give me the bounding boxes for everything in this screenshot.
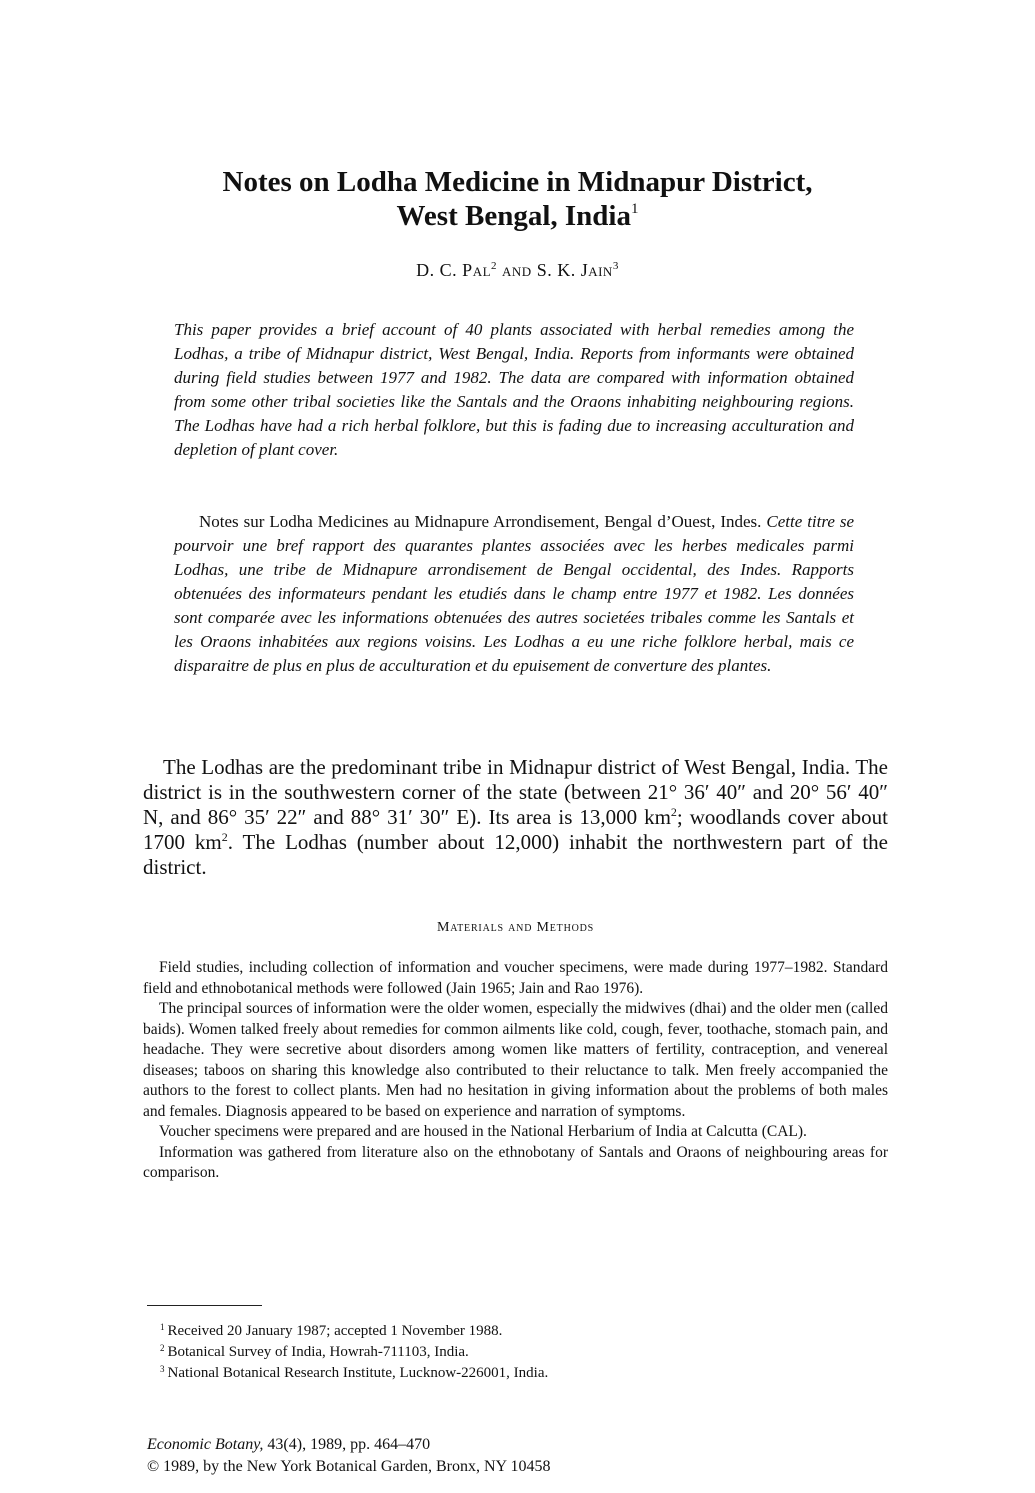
intro-superscript-2: 2 <box>221 830 228 844</box>
author-line <box>100 260 935 281</box>
methods-body <box>143 958 888 1184</box>
footnote-marker: 3 <box>160 1364 165 1374</box>
footnotes <box>160 1321 860 1384</box>
title-line-2 <box>100 199 935 233</box>
methods-paragraph: Field studies, including collection of information and voucher specimens, were made during 1977–1982. Standard field and ethnobotanical methods were followed (Jain 1965; Jain and Rao 1976). <box>143 959 888 997</box>
footnote <box>160 1363 860 1384</box>
footnote-text: Botanical Survey of India, Howrah-711103, India. <box>167 1344 469 1360</box>
title-line-2-text: West Bengal, India <box>396 200 631 232</box>
title-line-1: Notes on Lodha Medicine in Midnapur District, <box>222 166 813 198</box>
abstract-french <box>174 510 854 678</box>
footnote-marker: 1 <box>160 1322 165 1332</box>
abstract-english: This paper provides a brief account of 40 plants associated with herbal remedies among the Lodhas, a tribe of Midnapur district, West Bengal, India. Reports from informants were obtained during field studies between 1977 and 1982. The data are compared with information obtained from some other tribal societies like the Santals and the Oraons inhabiting neighbouring regions. The Lodhas have had a rich herbal folklore, but this is fading due to increasing acculturation and depletion of plant cover. <box>174 320 854 459</box>
footnote-marker: 2 <box>160 1343 165 1353</box>
footnote-text: Received 20 January 1987; accepted 1 November 1988. <box>167 1323 503 1339</box>
author-conjunction: and <box>502 260 532 280</box>
section-heading-materials-methods <box>143 920 888 936</box>
intro-superscript-1: 2 <box>670 805 677 819</box>
copyright-line: © 1989, by the New York Botanical Garden, Bronx, NY 10458 <box>147 1458 551 1475</box>
author-2: S. K. Jain <box>536 260 613 280</box>
intro-paragraph <box>143 755 888 880</box>
section-heading-text: Materials and Methods <box>436 920 595 935</box>
paper-title <box>100 165 935 233</box>
author-1: D. C. Pal <box>416 260 492 280</box>
journal-citation <box>147 1434 847 1478</box>
citation-details: 43(4), 1989, pp. 464–470 <box>267 1436 431 1453</box>
author-2-marker: 3 <box>612 260 619 272</box>
footnote-divider <box>147 1305 262 1306</box>
footnote-text: National Botanical Research Institute, Lucknow-226001, India. <box>167 1365 549 1381</box>
methods-paragraph: Information was gathered from literature also on the ethnobotany of Santals and Oraons of neighbouring areas for comparison. <box>143 1143 888 1181</box>
intro-part-2: ; woodlands cover about 1700 km <box>143 805 888 854</box>
journal-name: Economic Botany, <box>147 1436 264 1453</box>
intro-part-1: The Lodhas are the predominant tribe in Midnapur district of West Bengal, India. The district is in the southwestern corner of the state (between 21° 36′ 40″ and 20° 56′ 40″ N, and 86° 35′ 22″ and 88° 31′ 30″ E). Its area is 13,000 km <box>143 755 888 829</box>
methods-paragraph: The principal sources of information were the older women, especially the midwives (dhai) and the older men (called baids). Women talked freely about remedies for common ailments like cold, cough, fever, toothache, stomach pain, and headache. They were secretive about disorders among women like matters of fertility, contraception, and venereal diseases; taboos on sharing this knowledge also contributed to their reluctance to talk. Men freely accompanied the authors to the forest to collect plants. Men had no hesitation in giving information about the problems of both males and females. Diagnosis appeared to be based on experience and narration of symptoms. <box>143 1000 888 1120</box>
author-1-marker: 2 <box>491 260 498 272</box>
citation-line <box>147 1434 847 1456</box>
abstract-french-body: Cette titre se pourvoir une bref rapport des quarantes plantes associées avec les herbes medicales parmi Lodhas, une tribe de Midnapure arrondisement de Bengal occidental, des Indes. Rapports obtenuées des informateurs pendant les etudiés dans le champ entre 1977 et 1982. Les données sont comparée avec les informations obtenuées des autres societées tribales comme les Santals et les Oraons inhabitées aux regions voisins. Les Lodhas a eu une riche folklore herbal, mais ce disparaitre de plus en plus de acculturation et du epuisement de converture des plantes. <box>174 512 855 675</box>
abstract-french-heading: Notes sur Lodha Medicines au Midnapure Arrondisement, Bengal d’Ouest, Indes. <box>199 512 762 531</box>
intro-part-3: . The Lodhas (number about 12,000) inhabit the northwestern part of the district. <box>143 830 888 879</box>
footnote <box>160 1321 860 1342</box>
footnote <box>160 1342 860 1363</box>
title-footnote-marker: 1 <box>630 201 639 217</box>
methods-paragraph: Voucher specimens were prepared and are housed in the National Herbarium of India at Calcutta (CAL). <box>159 1123 807 1140</box>
